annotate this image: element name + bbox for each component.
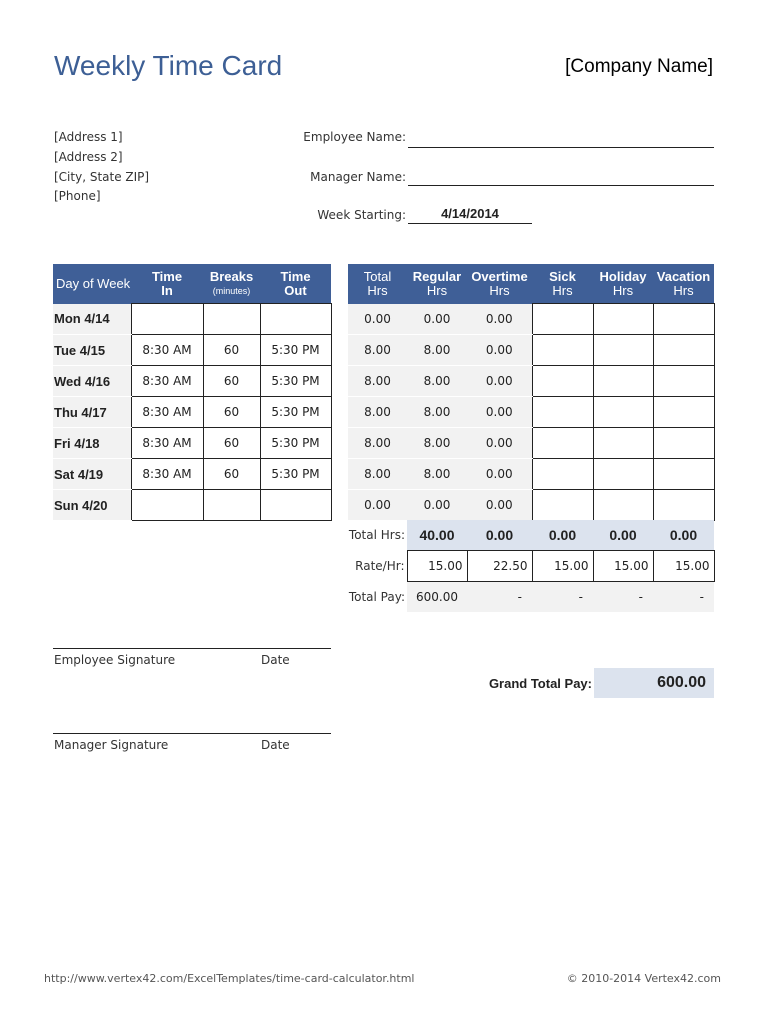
holiday-hours-cell[interactable] — [593, 459, 653, 490]
holiday-hours-cell[interactable] — [593, 304, 653, 335]
rate-value[interactable]: 15.00 — [653, 551, 714, 582]
sick-hours-cell[interactable] — [532, 490, 593, 521]
rate-per-hour-label: Rate/Hr: — [355, 559, 405, 573]
total-hours-cell: 0.00 — [348, 490, 407, 521]
time-in-cell[interactable] — [131, 304, 203, 335]
address-line-2[interactable]: [Address 2] — [54, 150, 123, 164]
hours-row — [348, 490, 714, 521]
day-label: Sat 4/19 — [53, 459, 131, 490]
sick-hours-cell[interactable] — [532, 428, 593, 459]
day-row — [53, 366, 331, 397]
holiday-hours-cell[interactable] — [593, 335, 653, 366]
footer-copyright: © 2010-2014 Vertex42.com — [566, 972, 721, 985]
vacation-hours-cell[interactable] — [653, 335, 714, 366]
vacation-hours-cell[interactable] — [653, 366, 714, 397]
day-row — [53, 335, 331, 366]
company-name[interactable]: [Company Name] — [565, 56, 713, 77]
sick-hours-cell[interactable] — [532, 397, 593, 428]
sick-hours-cell[interactable] — [532, 366, 593, 397]
overtime-hours-cell: 0.00 — [467, 428, 532, 459]
day-row — [53, 428, 331, 459]
total-hours-value: 0.00 — [532, 520, 593, 551]
vacation-hours-cell[interactable] — [653, 397, 714, 428]
overtime-hours-cell: 0.00 — [467, 304, 532, 335]
hours-row — [348, 304, 714, 335]
vacation-hours-cell[interactable] — [653, 304, 714, 335]
employee-date-label: Date — [261, 653, 290, 667]
total-hours-cell: 8.00 — [348, 397, 407, 428]
grand-total-value: 600.00 — [594, 668, 714, 698]
header-holiday-hrs: Holiday Hrs — [593, 264, 653, 304]
address-phone[interactable]: [Phone] — [54, 189, 101, 203]
rate-value[interactable]: 15.00 — [532, 551, 593, 582]
total-hours-cell: 8.00 — [348, 335, 407, 366]
total-hours-value: 40.00 — [407, 520, 467, 551]
page-title: Weekly Time Card — [54, 50, 283, 81]
manager-name-label: Manager Name: — [310, 170, 406, 184]
header-vacation-hrs: Vacation Hrs — [653, 264, 714, 304]
address-line-1[interactable]: [Address 1] — [54, 130, 123, 144]
overtime-hours-cell: 0.00 — [467, 490, 532, 521]
header-time-out: Time Out — [260, 264, 331, 304]
footer-url[interactable]: http://www.vertex42.com/ExcelTemplates/time-card-calculator.html — [44, 972, 415, 985]
holiday-hours-cell[interactable] — [593, 366, 653, 397]
header-sick-hrs: Sick Hrs — [532, 264, 593, 304]
overtime-hours-cell: 0.00 — [467, 366, 532, 397]
total-pay-value: - — [593, 582, 653, 613]
employee-name-label: Employee Name: — [303, 130, 406, 144]
header-time-in: Time In — [131, 264, 203, 304]
breaks-cell[interactable] — [203, 490, 260, 521]
manager-name-field[interactable] — [408, 185, 714, 186]
total-pay-value: - — [532, 582, 593, 613]
total-hours-value: 0.00 — [593, 520, 653, 551]
time-entry-table — [53, 264, 332, 521]
time-out-cell[interactable]: 5:30 PM — [260, 366, 331, 397]
time-in-cell[interactable]: 8:30 AM — [131, 335, 203, 366]
hours-table — [348, 264, 715, 521]
grand-total-label: Grand Total Pay: — [488, 676, 592, 691]
sick-hours-cell[interactable] — [532, 335, 593, 366]
breaks-cell[interactable] — [203, 304, 260, 335]
regular-hours-cell: 0.00 — [407, 304, 467, 335]
sick-hours-cell[interactable] — [532, 459, 593, 490]
total-hours-value: 0.00 — [467, 520, 532, 551]
hours-row — [348, 428, 714, 459]
hours-row — [348, 366, 714, 397]
overtime-hours-cell: 0.00 — [467, 397, 532, 428]
header-day-of-week: Day of Week — [53, 264, 131, 304]
holiday-hours-cell[interactable] — [593, 490, 653, 521]
total-pay-value: - — [653, 582, 714, 613]
sick-hours-cell[interactable] — [532, 304, 593, 335]
total-pay-value: 600.00 — [407, 582, 467, 613]
holiday-hours-cell[interactable] — [593, 397, 653, 428]
day-row — [53, 459, 331, 490]
regular-hours-cell: 8.00 — [407, 459, 467, 490]
manager-signature-label: Manager Signature — [54, 738, 169, 752]
header-breaks: Breaks (minutes) — [203, 264, 260, 304]
regular-hours-cell: 8.00 — [407, 397, 467, 428]
holiday-hours-cell[interactable] — [593, 428, 653, 459]
overtime-hours-cell: 0.00 — [467, 335, 532, 366]
manager-date-label: Date — [261, 738, 290, 752]
day-label: Sun 4/20 — [53, 490, 131, 521]
day-label: Wed 4/16 — [53, 366, 131, 397]
hours-row — [348, 335, 714, 366]
time-out-cell[interactable] — [260, 490, 331, 521]
regular-hours-cell: 8.00 — [407, 366, 467, 397]
regular-hours-cell: 8.00 — [407, 335, 467, 366]
day-row — [53, 397, 331, 428]
total-pay-label: Total Pay: — [348, 589, 405, 604]
regular-hours-cell: 8.00 — [407, 428, 467, 459]
breaks-cell[interactable]: 60 — [203, 335, 260, 366]
day-label: Thu 4/17 — [53, 397, 131, 428]
total-hours-cell: 8.00 — [348, 459, 407, 490]
rate-value[interactable]: 15.00 — [407, 551, 467, 582]
vacation-hours-cell[interactable] — [653, 459, 714, 490]
vacation-hours-cell[interactable] — [653, 490, 714, 521]
employee-name-field[interactable] — [408, 147, 714, 148]
address-city-state-zip[interactable]: [City, State ZIP] — [54, 170, 150, 184]
day-row — [53, 490, 331, 521]
rate-value[interactable]: 22.50 — [467, 551, 532, 582]
time-in-cell[interactable]: 8:30 AM — [131, 397, 203, 428]
day-label: Tue 4/15 — [53, 335, 131, 366]
header-overtime-hrs: Overtime Hrs — [467, 264, 532, 304]
total-hours-cell: 8.00 — [348, 366, 407, 397]
employee-signature-line[interactable] — [53, 648, 331, 649]
breaks-cell[interactable]: 60 — [203, 459, 260, 490]
rate-value[interactable]: 15.00 — [593, 551, 653, 582]
hours-row — [348, 397, 714, 428]
breaks-cell[interactable]: 60 — [203, 366, 260, 397]
hours-row — [348, 459, 714, 490]
week-starting-field[interactable]: 4/14/2014 — [408, 206, 532, 224]
time-out-cell[interactable]: 5:30 PM — [260, 335, 331, 366]
day-label: Mon 4/14 — [53, 304, 131, 335]
regular-hours-cell: 0.00 — [407, 490, 467, 521]
time-out-cell[interactable]: 5:30 PM — [260, 459, 331, 490]
time-in-cell[interactable]: 8:30 AM — [131, 459, 203, 490]
day-label: Fri 4/18 — [53, 428, 131, 459]
total-hours-value: 0.00 — [653, 520, 714, 551]
total-hours-cell: 0.00 — [348, 304, 407, 335]
time-in-cell[interactable] — [131, 490, 203, 521]
breaks-cell[interactable]: 60 — [203, 428, 260, 459]
week-starting-label: Week Starting: — [317, 208, 406, 222]
manager-signature-line[interactable] — [53, 733, 331, 734]
pay-summary-table — [348, 520, 715, 612]
total-hours-cell: 8.00 — [348, 428, 407, 459]
total-hours-label: Total Hrs: — [348, 528, 405, 543]
overtime-hours-cell: 0.00 — [467, 459, 532, 490]
time-out-cell[interactable]: 5:30 PM — [260, 428, 331, 459]
breaks-cell[interactable]: 60 — [203, 397, 260, 428]
employee-signature-label: Employee Signature — [54, 653, 176, 667]
time-out-cell[interactable]: 5:30 PM — [260, 397, 331, 428]
total-pay-value: - — [467, 582, 532, 613]
time-in-cell[interactable]: 8:30 AM — [131, 428, 203, 459]
vacation-hours-cell[interactable] — [653, 428, 714, 459]
time-in-cell[interactable]: 8:30 AM — [131, 366, 203, 397]
time-out-cell[interactable] — [260, 304, 331, 335]
header-total-hrs: Total Hrs — [348, 264, 407, 304]
day-row — [53, 304, 331, 335]
header-regular-hrs: Regular Hrs — [407, 264, 467, 304]
